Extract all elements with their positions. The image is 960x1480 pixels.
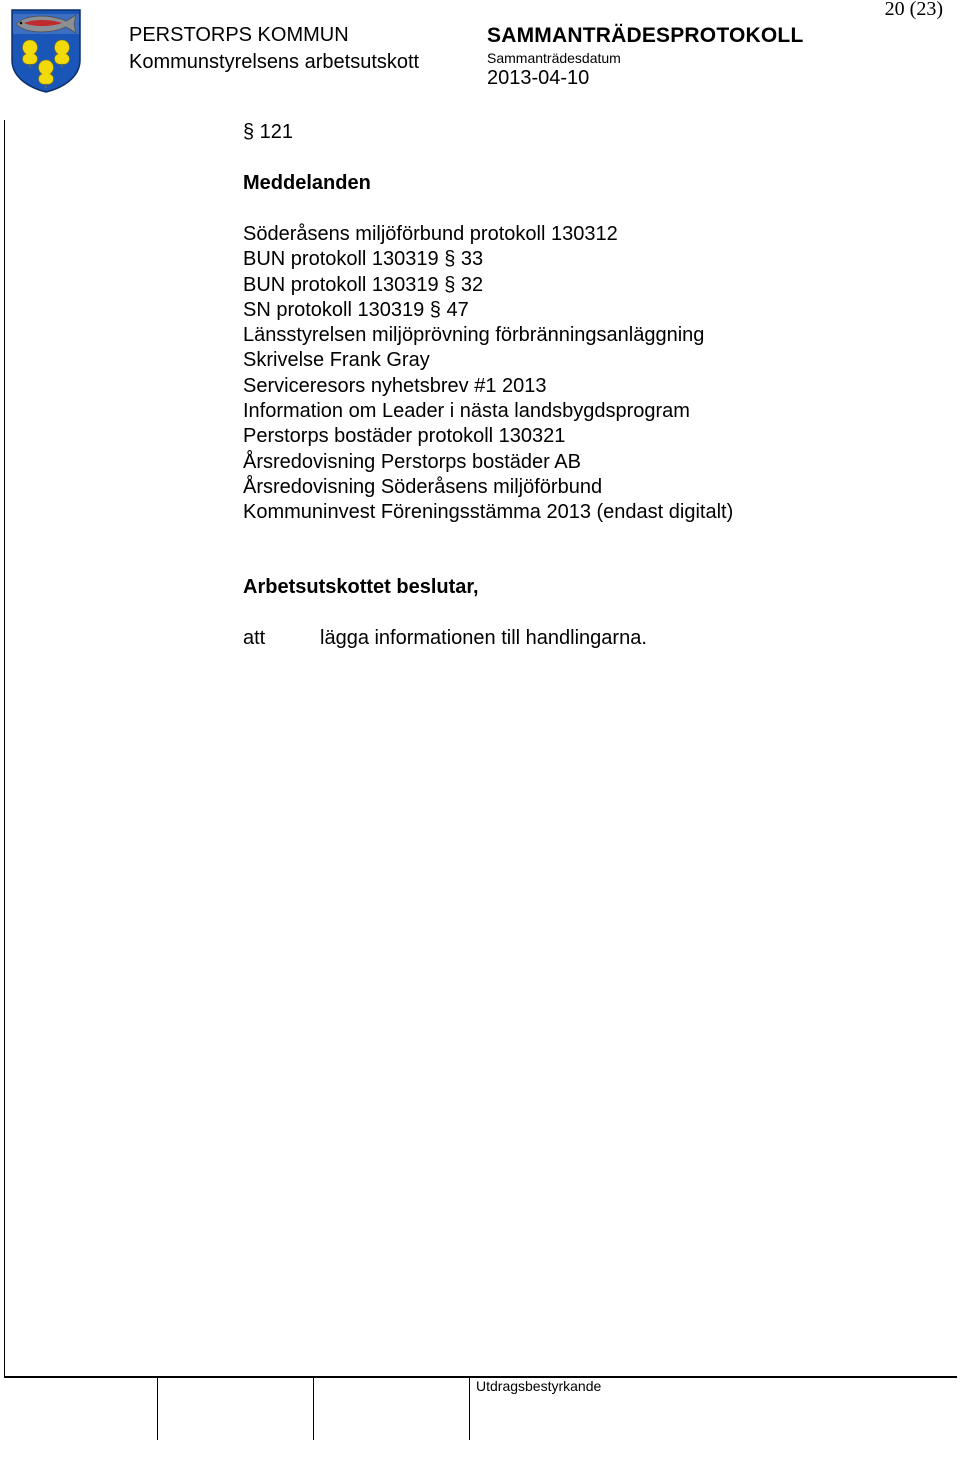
org-unit: Kommunstyrelsens arbetsutskott <box>129 51 420 73</box>
coat-of-arms-logo <box>10 8 82 94</box>
list-item: Information om Leader i nästa landsbygdsprogram <box>243 400 690 423</box>
meeting-date-label: Sammanträdesdatum <box>487 50 621 66</box>
message-list <box>243 222 733 526</box>
certification-label: Utdragsbestyrkande <box>476 1378 602 1394</box>
org-name: PERSTORPS KOMMUN <box>129 24 349 46</box>
page-number: 20 (23) <box>884 0 943 20</box>
list-item: Söderåsens miljöförbund protokoll 130312 <box>243 223 618 245</box>
list-item: Perstorps bostäder protokoll 130321 <box>243 425 566 448</box>
list-item: Årsredovisning Söderåsens miljöförbund <box>243 475 603 498</box>
decision-text: lägga informationen till handlingarna. <box>320 627 647 649</box>
paragraph-number: § 121 <box>243 121 294 143</box>
list-item: SN protokoll 130319 § 47 <box>243 298 469 321</box>
list-item: Kommuninvest Föreningsstämma 2013 (endast digitalt) <box>243 501 734 524</box>
list-item: Skrivelse Frank Gray <box>243 349 430 372</box>
list-item: Länsstyrelsen miljöprövning förbränningsanläggning <box>243 324 705 347</box>
document-type: SAMMANTRÄDESPROTOKOLL <box>487 24 804 47</box>
signature-cell-divider <box>157 1378 158 1440</box>
signature-cell-divider <box>469 1378 470 1440</box>
meeting-date: 2013-04-10 <box>487 67 590 89</box>
list-item: Serviceresors nyhetsbrev #1 2013 <box>243 374 547 397</box>
list-item: BUN protokoll 130319 § 33 <box>243 248 484 271</box>
list-item: BUN protokoll 130319 § 32 <box>243 273 484 296</box>
decision-heading: Arbetsutskottet beslutar, <box>243 576 479 598</box>
signature-cell-divider <box>313 1378 314 1440</box>
left-margin-rule <box>4 120 5 1376</box>
section-title: Meddelanden <box>243 172 371 194</box>
list-item: Årsredovisning Perstorps bostäder AB <box>243 450 581 473</box>
decision-att: att <box>243 627 266 649</box>
